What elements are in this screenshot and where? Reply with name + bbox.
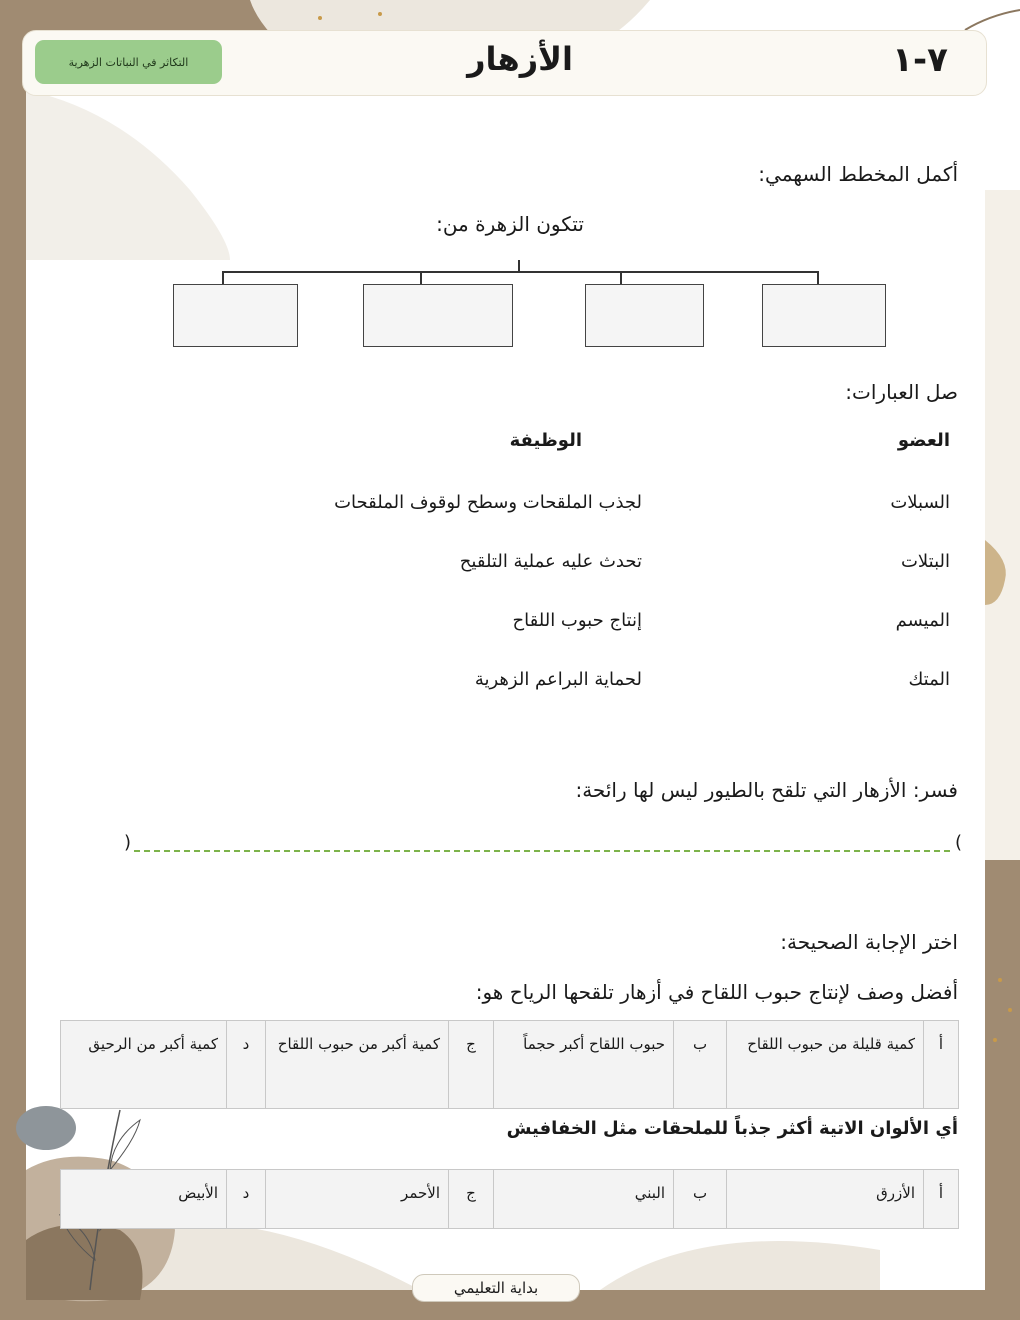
lesson-number: ٧-١ <box>892 40 948 80</box>
explain-answer-line[interactable] <box>120 832 962 856</box>
mcq-1-option-a[interactable]: كمية قليلة من حبوب اللقاح <box>727 1021 924 1109</box>
mcq-1-option-b[interactable]: حبوب اللقاح أكبر حجماً <box>494 1021 674 1109</box>
diagram-answer-box-3[interactable] <box>363 284 513 347</box>
mcq-2-option-d[interactable]: الأبيض <box>61 1170 227 1229</box>
mcq-1-options <box>60 1020 959 1109</box>
diagram-answer-box-4[interactable] <box>173 284 298 347</box>
diagram-answer-box-2[interactable] <box>585 284 704 347</box>
answer-dashed-line <box>134 850 950 852</box>
mcq-1-letter-d: د <box>227 1021 266 1109</box>
mcq-1-question: أفضل وصف لإنتاج حبوب اللقاح في أزهار تلقحها الرياح هو: <box>475 980 958 1004</box>
footer-brand: بداية التعليمي <box>412 1274 580 1302</box>
mcq-2-options <box>60 1169 959 1229</box>
mcq-1-letter-a: أ <box>924 1021 959 1109</box>
match-organ-1[interactable]: السبلات <box>890 492 950 513</box>
diagram-horizontal-line <box>222 271 818 273</box>
mcq-2-option-b[interactable]: البني <box>494 1170 674 1229</box>
match-function-2[interactable]: تحدث عليه عملية التلقيح <box>459 551 642 572</box>
diagram-stem <box>518 260 520 272</box>
mcq-1-option-c[interactable]: كمية أكبر من حبوب اللقاح <box>266 1021 449 1109</box>
mcq-2-letter-b: ب <box>674 1170 727 1229</box>
open-paren: ( <box>954 832 962 853</box>
match-organ-3[interactable]: الميسم <box>895 610 950 631</box>
mcq-1-letter-b: ب <box>674 1021 727 1109</box>
choose-instruction: اختر الإجابة الصحيحة: <box>780 930 958 954</box>
mcq-2-option-a[interactable]: الأزرق <box>727 1170 924 1229</box>
match-organ-2[interactable]: البتلات <box>900 551 950 572</box>
match-col-function: الوظيفة <box>509 430 582 451</box>
diagram-root-label: تتكون الزهرة من: <box>436 212 584 236</box>
match-function-1[interactable]: لجذب الملقحات وسطح لوقوف الملقحات <box>334 492 642 513</box>
diagram-branch <box>222 271 224 285</box>
explain-question: فسر: الأزهار التي تلقح بالطيور ليس لها رائحة: <box>575 778 958 802</box>
match-instruction: صل العبارات: <box>845 380 958 404</box>
match-function-4[interactable]: لحماية البراعم الزهرية <box>474 669 642 690</box>
match-col-organ: العضو <box>897 430 950 451</box>
page-title: الأزهار <box>467 40 573 78</box>
diagram-branch <box>420 271 422 285</box>
mcq-2-option-c[interactable]: الأحمر <box>266 1170 449 1229</box>
diagram-branch <box>817 271 819 285</box>
match-function-3[interactable]: إنتاج حبوب اللقاح <box>512 610 642 631</box>
mcq-2-letter-d: د <box>227 1170 266 1229</box>
topic-badge: التكاثر في النباتات الزهرية <box>35 40 222 84</box>
match-organ-4[interactable]: المتك <box>908 669 950 690</box>
mcq-1-letter-c: ج <box>449 1021 494 1109</box>
diagram-answer-box-1[interactable] <box>762 284 886 347</box>
mcq-2-letter-c: ج <box>449 1170 494 1229</box>
close-paren: ) <box>124 832 132 853</box>
mcq-2-question: أي الألوان الاتية أكثر جذباً للملحقات مثل الخفافيش <box>506 1118 958 1139</box>
mcq-2-letter-a: أ <box>924 1170 959 1229</box>
mcq-1-option-d[interactable]: كمية أكبر من الرحيق <box>61 1021 227 1109</box>
diagram-branch <box>620 271 622 285</box>
diagram-instruction: أكمل المخطط السهمي: <box>758 162 958 186</box>
